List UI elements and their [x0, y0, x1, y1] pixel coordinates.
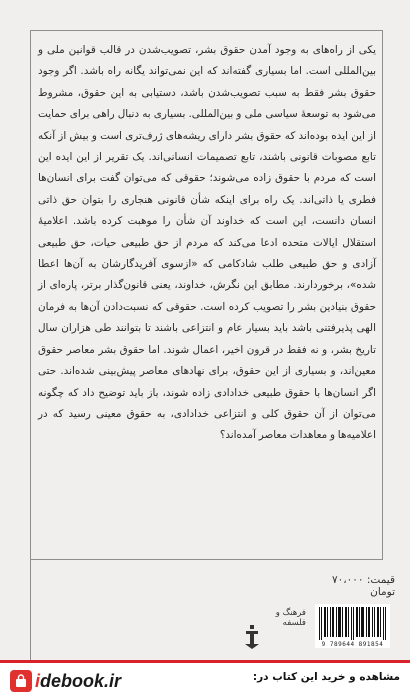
blurb-text: یکی از راه‌های به وجود آمدن حقوق بشر، تصویب‌شدن در قالب قوانین ملی و بین‌المللی است. اما بسیاری گفته‌اند که این نمی‌تواند یگانه راه باشد. اگر وجود حقوق بشر فقط به سبب تصویب‌شدن باشد، دستیابی به این حقوق، مشروط می‌شود به توسعهٔ سیاسی ملی و بین‌المللی. بسیاری به دنبال راهی برای حمایت از این ایده بوده‌اند که حقوق بشر دارای ریشه‌های ژرف‌تری است و بیش از آنکه تابع مصوبات قانونی باشند، تابع تصمیمات انسانی‌اند. یک تقریر از این ایده این است که مردم با حقوق زاده می‌شوند؛ حقوقی که می‌توان گفت برای انسان‌ها فطری یا ذاتی‌اند. یک راه برای اینکه شأن قانونی هنجاری را بتوان حق ذاتی انسان دانست، این است که خداوند آن شأن را موهبت کرده باشد. اعلامیهٔ استقلال ایالات متحده ادعا می‌کند که مردم از حق طبیعی حیات، حق طبیعی آزادی و حق طبیعی طلب شادکامی که «ازسوی آفریدگارشان به آن‌ها اعطا شده»، برخوردارند. مطابق این نگرش، خداوند، یعنی قانون‌گذار برتر، پاره‌ای از حقوق بنیادین بشر را تصویب کرده است. حقوقی که نسبت‌دادن آن‌ها به فرمان الهی پذیرفتنی باشد باید بسیار عام و انتزاعی باشند تا بتوانند طی هزاران سال تاریخ بشر، و نه فقط در قرون اخیر، اعمال شوند. اما حقوق بشر معاصر حقوق معین‌اند، و بسیاری از این حقوق، برای نهادهای معاصر پیش‌بینی شده‌اند. حتی اگر انسان‌ها با حقوق طبیعی خدادادی زاده شوند، باز باید توضیح داد که چگونه می‌توان از آن حقوق کلی و انتزاعی خدادادی، به حقوق معینی رسید که در اعلامیه‌ها و معاهدات معاصر آمده‌اند؟ [38, 44, 376, 442]
publisher-logo-icon [243, 624, 261, 650]
brand-name: idebook.ir [35, 670, 122, 691]
price-label: قیمت: ۷۰،۰۰۰ تومان [331, 574, 395, 598]
bag-icon [10, 670, 32, 692]
store-brand[interactable] [10, 668, 121, 694]
banner-accent [0, 660, 410, 663]
isbn-number: 9 789644 891854 [321, 641, 384, 648]
series-label: فرهنگ و فلسفه [275, 608, 306, 628]
barcode-icon [315, 604, 390, 640]
banner-caption: مشاهده و خرید این کتاب در: [252, 671, 400, 683]
